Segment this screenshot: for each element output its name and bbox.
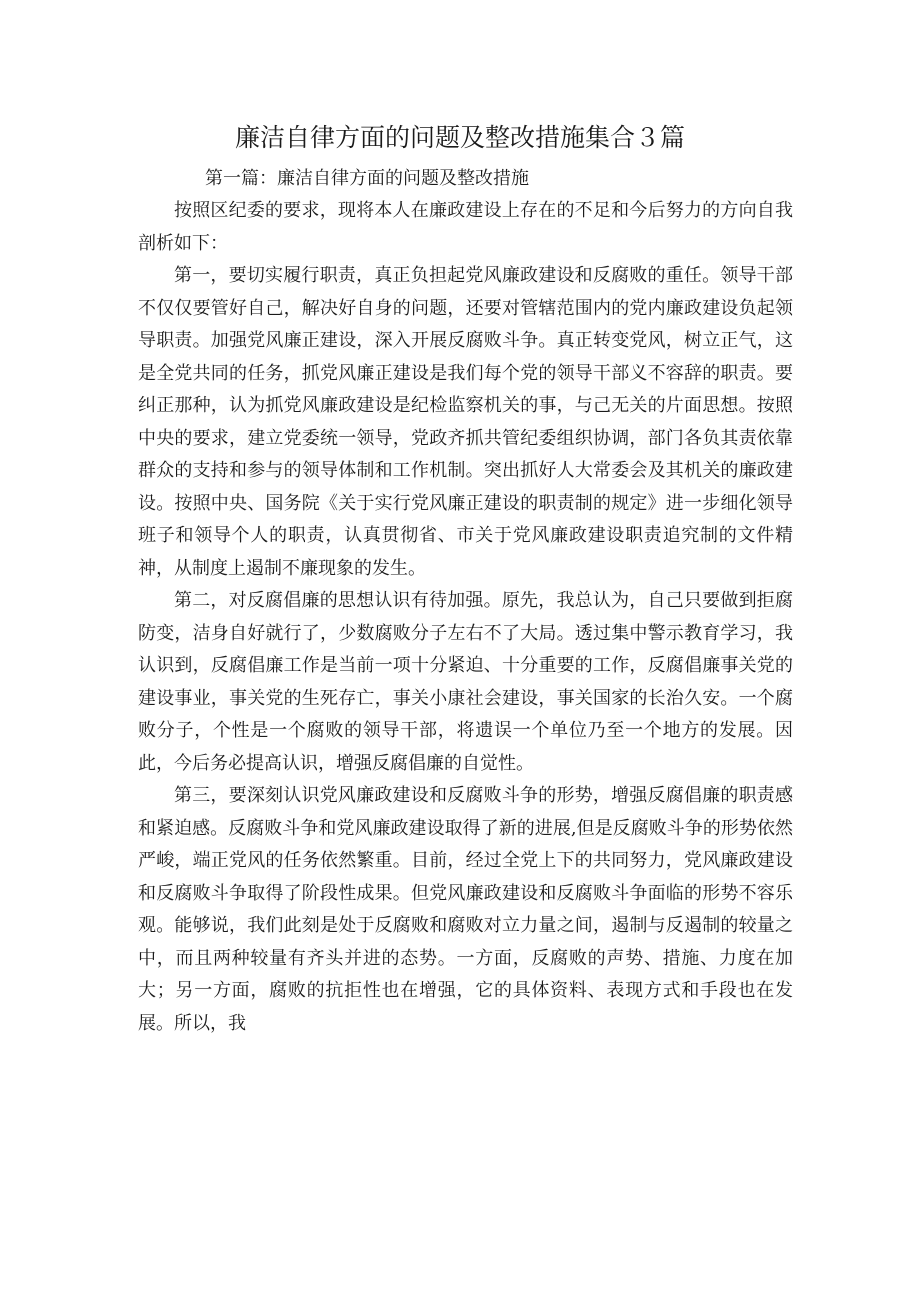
- document-subtitle: 第一篇：廉洁自律方面的问题及整改措施: [205, 168, 529, 189]
- paragraph-second: 第二，对反腐倡廉的思想认识有待加强。原先，我总认为，自己只要做到拒腐防变，洁身自好就行了，少数腐败分子左右不了大局。透过集中警示教育学习，我认识到，反腐倡廉工作是当前一项十分紧迫、十分重要的工作，反腐倡廉事关党的建设事业，事关党的生死存亡，事关小康社会建设，事关国家的长治久安。一个腐败分子，个性是一个腐败的领导干部，将遗误一个单位乃至一个地方的发展。因此，今后务必提高认识，增强反腐倡廉的自觉性。: [138, 590, 793, 774]
- paragraph-third: 第三，要深刻认识党风廉政建设和反腐败斗争的形势，增强反腐倡廉的职责感和紧迫感。反腐败斗争和党风廉政建设取得了新的进展,但是反腐败斗争的形势依然严峻，端正党风的任务依然繁重。目前，经过全党上下的共同努力，党风廉政建设和反腐败斗争取得了阶段性成果。但党风廉政建设和反腐败斗争面临的形势不容乐观。能够说，我们此刻是处于反腐败和腐败对立力量之间，遏制与反遏制的较量之中，而且两种较量有齐头并进的态势。一方面，反腐败的声势、措施、力度在加大；另一方面，腐败的抗拒性也在增强，它的具体资料、表现方式和手段也在发展。所以，我: [138, 785, 793, 1034]
- document-body: [138, 195, 793, 1040]
- paragraph-first: 第一，要切实履行职责，真正负担起党风廉政建设和反腐败的重任。领导干部不仅仅要管好自己，解决好自身的问题，还要对管辖范围内的党内廉政建设负起领导职责。加强党风廉正建设，深入开展反腐败斗争。真正转变党风，树立正气，这是全党共同的任务，抓党风廉正建设是我们每个党的领导干部义不容辞的职责。要纠正那种，认为抓党风廉政建设是纪检监察机关的事，与己无关的片面思想。按照中央的要求，建立党委统一领导，党政齐抓共管纪委组织协调，部门各负其责依靠群众的支持和参与的领导体制和工作机制。突出抓好人大常委会及其机关的廉政建设。按照中央、国务院《关于实行党风廉正建设的职责制的规定》进一步细化领导班子和领导个人的职责，认真贯彻省、市关于党风廉政建设职责追究制的文件精神，从制度上遏制不廉现象的发生。: [138, 265, 793, 579]
- document-title: 廉洁自律方面的问题及整改措施集合３篇: [234, 123, 685, 152]
- paragraph-intro: 按照区纪委的要求，现将本人在廉政建设上存在的不足和今后努力的方向自我剖析如下：: [138, 200, 793, 254]
